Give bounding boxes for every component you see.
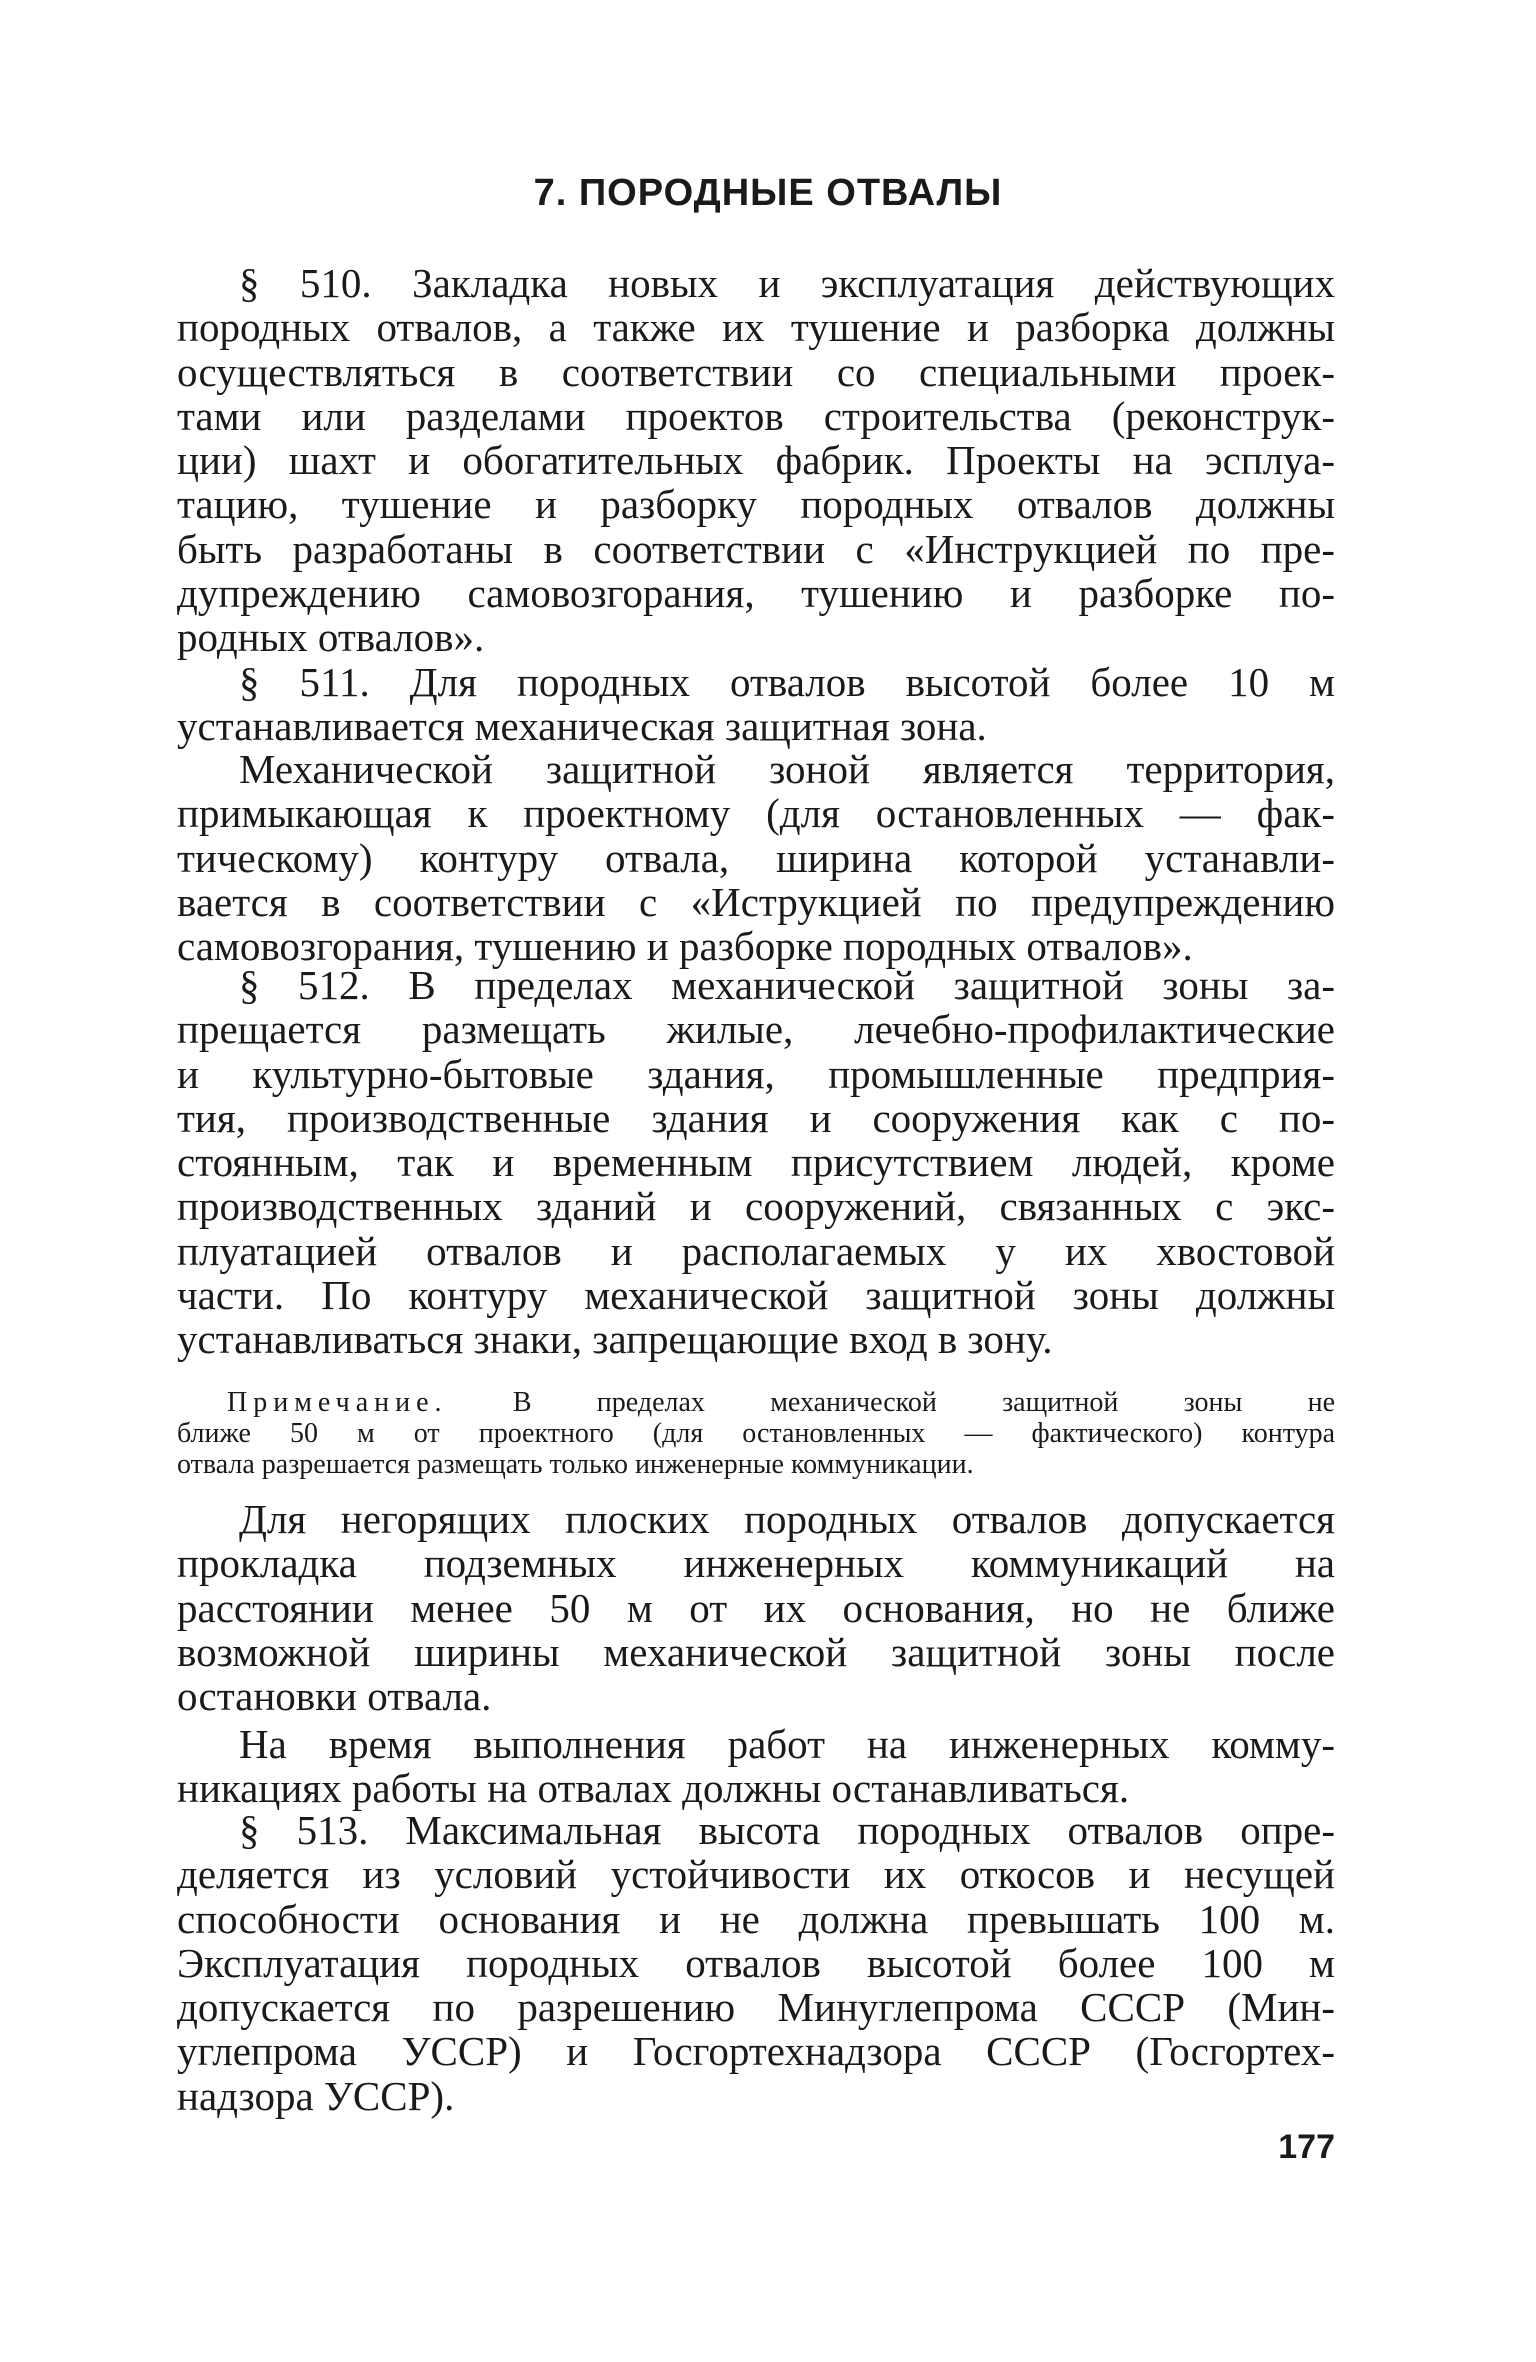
text-line: ции) шахт и обогатительных фабрик. Проекты на эсплуа- bbox=[177, 437, 1335, 484]
text-line: родных отвалов». bbox=[177, 614, 485, 661]
paragraph-510 bbox=[177, 261, 1335, 660]
paragraph-511 bbox=[177, 660, 1335, 749]
text-line: углепрома УССР) и Госгортехнадзора СССР (Госгортех- bbox=[177, 2028, 1335, 2075]
text-line: § 511. Для породных отвалов высотой более 10 м bbox=[239, 659, 1335, 705]
text-line: прокладка подземных инженерных коммуникаций на bbox=[177, 1540, 1335, 1587]
text-line: дупреждению самовозгорания, тушению и разборке по- bbox=[177, 570, 1335, 617]
text-line: стоянным, так и временным присутствием людей, кроме bbox=[177, 1139, 1335, 1186]
text-line: остановки отвала. bbox=[177, 1673, 492, 1720]
paragraph-mechanical-zone bbox=[177, 747, 1335, 968]
text-line: осуществляться в соответствии со специальными проек- bbox=[177, 348, 1335, 395]
text-line: расстоянии менее 50 м от их основания, но не ближе bbox=[177, 1584, 1335, 1631]
text-line: На время выполнения работ на инженерных комму- bbox=[239, 1721, 1335, 1767]
text-line: надзора УССР). bbox=[177, 2072, 455, 2119]
text-line: примыкающая к проектному (для остановленных — фак- bbox=[177, 790, 1335, 837]
note-line: Примечание. В пределах механической защитной зоны не bbox=[227, 1387, 1335, 1418]
text-line: § 513. Максимальная высота породных отвалов опре- bbox=[239, 1807, 1335, 1853]
note-line: отвала разрешается размещать только инженерные коммуникации. bbox=[177, 1449, 974, 1480]
paragraph-non-burning-dumps bbox=[177, 1497, 1335, 1718]
text-line: производственных зданий и сооружений, связанных с экс- bbox=[177, 1183, 1335, 1230]
page-number: 177 bbox=[1278, 2128, 1335, 2166]
text-line: возможной ширины механической защитной зоны после bbox=[177, 1628, 1335, 1675]
note bbox=[177, 1387, 1335, 1480]
text-line: тацию, тушение и разборку породных отвалов должны bbox=[177, 481, 1335, 528]
section-title: 7. ПОРОДНЫЕ ОТВАЛЫ bbox=[533, 172, 1003, 214]
text-line: Для негорящих плоских породных отвалов допускается bbox=[239, 1496, 1335, 1542]
text-line: § 510. Закладка новых и эксплуатация действующих bbox=[239, 260, 1335, 306]
text-line: тическому) контуру отвала, ширина которой устанавли- bbox=[177, 834, 1335, 881]
text-line: деляется из условий устойчивости их откосов и несущей bbox=[177, 1851, 1335, 1898]
text-line: устанавливаться знаки, запрещающие вход в зону. bbox=[177, 1316, 1053, 1363]
text-line: части. По контуру механической защитной зоны должны bbox=[177, 1272, 1335, 1319]
text-line: плуатацией отвалов и располагаемых у их хвостовой bbox=[177, 1227, 1335, 1274]
text-line: § 512. В пределах механической защитной зоны за- bbox=[239, 962, 1335, 1008]
note-label: Примечание. bbox=[227, 1387, 448, 1418]
text-line: никациях работы на отвалах должны останавливаться. bbox=[177, 1765, 1130, 1812]
paragraph-513 bbox=[177, 1808, 1335, 2118]
paragraph-work-time bbox=[177, 1722, 1335, 1811]
text-line: вается в соответствии с «Иструкцией по предупреждению bbox=[177, 878, 1335, 925]
text-line: устанавливается механическая защитная зона. bbox=[177, 703, 987, 750]
text-line: и культурно-бытовые здания, промышленные предприя- bbox=[177, 1050, 1335, 1097]
text-line: прещается размещать жилые, лечебно-профилактические bbox=[177, 1006, 1335, 1053]
text-line: Механической защитной зоной является территория, bbox=[239, 746, 1335, 792]
text-line: породных отвалов, а также их тушение и разборка должны bbox=[177, 304, 1335, 351]
text-line: быть разработаны в соответствии с «Инструкцией по пре- bbox=[177, 525, 1335, 572]
paragraph-512 bbox=[177, 963, 1335, 1362]
text-line: допускается по разрешению Минуглепрома СССР (Мин- bbox=[177, 1984, 1335, 2031]
text-line: тами или разделами проектов строительства (реконструк- bbox=[177, 392, 1335, 439]
note-line: ближе 50 м от проектного (для остановленных — фактического) контура bbox=[177, 1418, 1335, 1449]
text-line: самовозгорания, тушению и разборке породных отвалов». bbox=[177, 923, 1193, 970]
text-line: тия, производственные здания и сооружения как с по- bbox=[177, 1094, 1335, 1141]
text-line: способности основания и не должна превышать 100 м. bbox=[177, 1895, 1335, 1942]
text-line: Эксплуатация породных отвалов высотой более 100 м bbox=[177, 1939, 1335, 1986]
